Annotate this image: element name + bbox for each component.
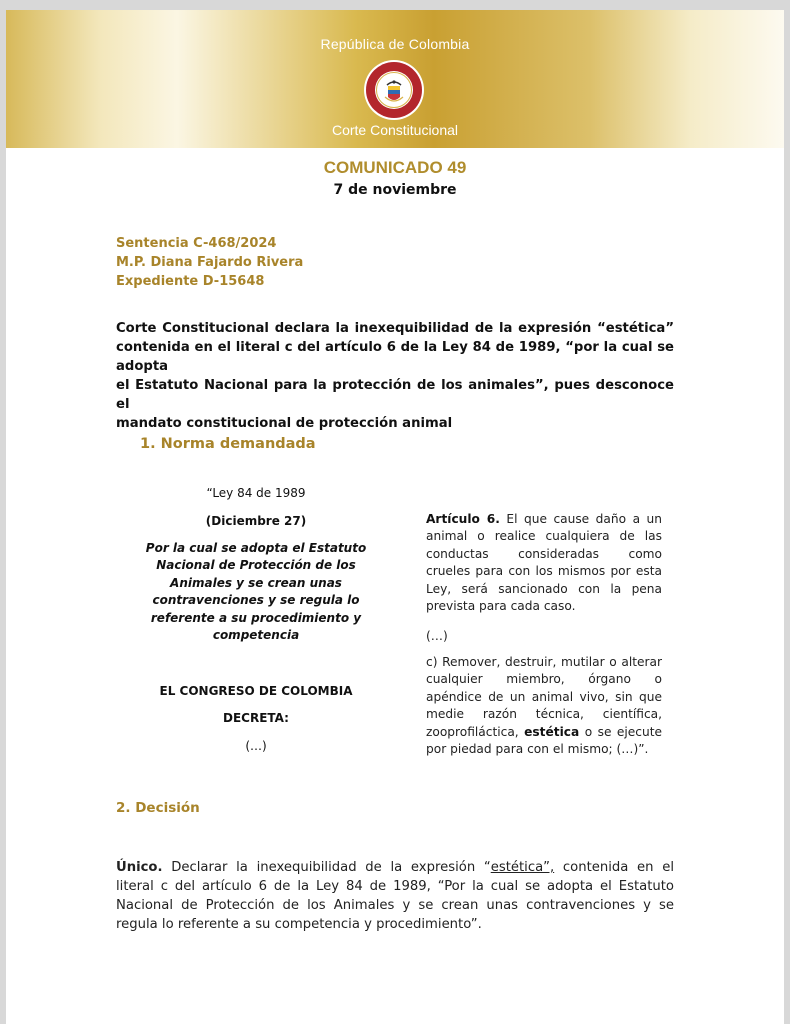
articulo-line: conductas consideradas como — [426, 546, 662, 561]
estetica-underlined: estética”, — [490, 860, 555, 875]
literal-c-text — [426, 654, 662, 758]
articulo-line: prevista para cada caso. — [426, 599, 576, 614]
literal-line: zooprofiláctica, estética o se ejecute — [426, 724, 663, 739]
decision-line: regula lo referente a su competencia y procedimiento”. — [116, 917, 482, 932]
ley-description-line: Nacional de Protección de los — [156, 558, 356, 573]
ley-description-line: Por la cual se adopta el Estatuto — [145, 541, 367, 555]
ley-description-line: Animales y se crean unas — [170, 575, 342, 590]
expediente-number: Expediente D-15648 — [116, 274, 265, 289]
section-heading-norma: 1. Norma demandada — [140, 436, 316, 452]
country-name: República de Colombia — [320, 36, 470, 52]
decreta-label: DECRETA: — [223, 711, 289, 725]
decision-paragraph — [116, 858, 674, 934]
ley-description — [134, 540, 378, 644]
sentencia-reference: Sentencia C-468/2024 — [116, 236, 277, 251]
ley-date: (Diciembre 27) — [205, 514, 307, 528]
literal-line: cualquier miembro, órgano o — [426, 672, 662, 687]
ley-title: “Ley 84 de 1989 — [206, 486, 306, 500]
literal-line: apéndice de un animal vivo, sin que — [426, 689, 662, 704]
summary-line: contenida en el literal c del artículo 6 de la Ley 84 de 1989, “por la cual se adopta — [116, 340, 674, 374]
magistrado-ponente: M.P. Diana Fajardo Rivera — [116, 255, 304, 270]
summary-line: Corte Constitucional declara la inexequibilidad de la expresión “estética” — [116, 321, 674, 336]
articulo-6-text — [426, 511, 662, 615]
decision-line: literal c del artículo 6 de la Ley 84 de 1989, “Por la cual se adopta el Estatuto — [116, 879, 674, 894]
congreso-label: EL CONGRESO DE COLOMBIA — [159, 684, 353, 698]
header-banner — [6, 10, 784, 148]
comunicado-date: 7 de noviembre — [333, 182, 457, 198]
ley-description-line: referente a su procedimiento y — [150, 610, 362, 625]
articulo-line: Ley, será sancionado con la pena — [426, 581, 662, 596]
ley-description-line: competencia — [212, 628, 300, 643]
literal-line: c) Remover, destruir, mutilar o alterar — [426, 655, 662, 669]
articulo-line: Artículo 6. El que cause daño a un — [426, 512, 662, 526]
comunicado-title: COMUNICADO 49 — [323, 158, 467, 177]
court-name: Corte Constitucional — [331, 122, 459, 138]
summary-paragraph — [116, 319, 674, 433]
decision-label: Único. — [116, 860, 163, 875]
articulo-label: Artículo 6. — [426, 512, 500, 526]
literal-line: por piedad para con el mismo; (…)”. — [426, 742, 649, 757]
articulo-line: crueles para con los mismos por esta — [426, 564, 662, 579]
section-heading-decision: 2. Decisión — [116, 800, 200, 816]
coat-of-arms-seal-icon — [363, 59, 425, 121]
summary-line: el Estatuto Nacional para la protección de los animales”, pues desconoce el — [116, 378, 674, 412]
right-ellipsis: (…) — [426, 629, 448, 643]
estetica-highlight: estética — [524, 724, 580, 739]
ley-description-line: contravenciones y se regula lo — [152, 593, 360, 608]
left-ellipsis: (…) — [245, 739, 267, 753]
document-page — [6, 10, 784, 1024]
literal-line: medie razón técnica, científica, — [426, 707, 662, 722]
articulo-line: animal o realice cualquiera de las — [426, 529, 662, 544]
decision-line: Nacional de Protección de los Animales y se crean unas contravenciones y se — [116, 898, 674, 913]
decision-line: Único. Declarar la inexequibilidad de la expresión “estética”, contenida en el — [116, 860, 674, 875]
summary-line: mandato constitucional de protección animal — [116, 416, 453, 431]
